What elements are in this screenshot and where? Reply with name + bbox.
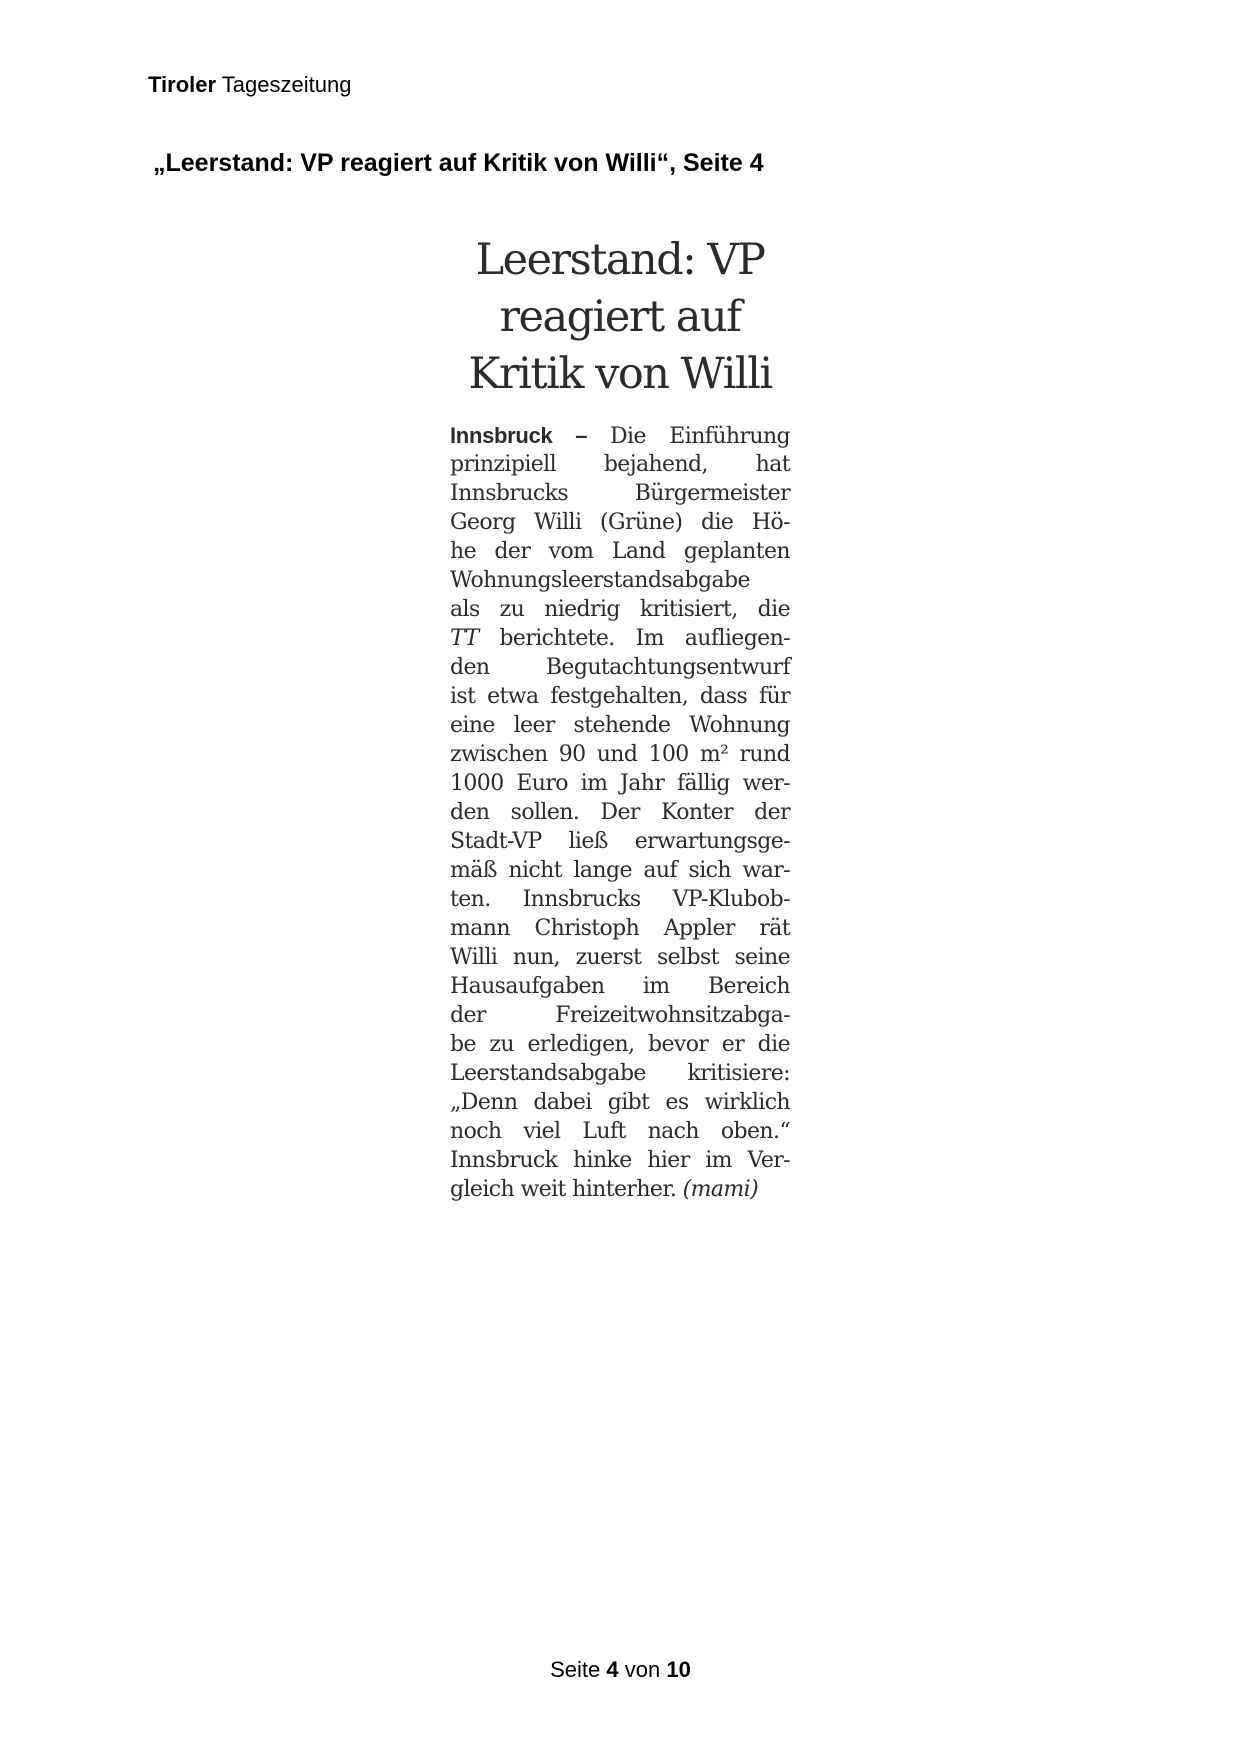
article-line: Hausaufgaben im Bereich bbox=[450, 974, 790, 999]
article-line: den Begutachtungsentwurf bbox=[450, 655, 790, 680]
article-line: TT berichtete. Im aufliegen- bbox=[450, 626, 790, 651]
newspaper-clipping bbox=[450, 232, 790, 1204]
article-line: prinzipiell bejahend, hat bbox=[450, 452, 790, 477]
footer-page-word: Seite bbox=[550, 1657, 601, 1682]
author-tag: (mami) bbox=[682, 1177, 759, 1202]
publication-name-regular: Tageszeitung bbox=[221, 72, 352, 97]
article-line: als zu niedrig kritisiert, die bbox=[450, 597, 790, 622]
article-headline bbox=[450, 232, 790, 403]
article-line: Georg Willi (Grüne) die Hö- bbox=[450, 510, 790, 535]
first-line-text: Die Einführung bbox=[610, 424, 790, 449]
article-line: Willi nun, zuerst selbst seine bbox=[450, 945, 790, 970]
article-line: noch viel Luft nach oben.“ bbox=[450, 1119, 790, 1144]
publication-name-bold: Tiroler bbox=[148, 72, 217, 97]
tt-abbreviation: TT bbox=[450, 626, 479, 651]
article-line: mann Christoph Appler rät bbox=[450, 916, 790, 941]
page-footer bbox=[0, 1657, 1241, 1683]
article-line: Innsbrucks Bürgermeister bbox=[450, 481, 790, 506]
article-line: be zu erledigen, bevor er die bbox=[450, 1032, 790, 1057]
article-first-line bbox=[450, 421, 790, 450]
headline-line: Kritik von Willi bbox=[468, 349, 772, 399]
article-line: mäß nicht lange auf sich war- bbox=[450, 858, 790, 883]
footer-page-current: 4 bbox=[606, 1657, 619, 1682]
article-body-lines bbox=[450, 450, 790, 1175]
article-line: he der vom Land geplanten bbox=[450, 539, 790, 564]
article-line: eine leer stehende Wohnung bbox=[450, 713, 790, 738]
article-line: Leerstandsabgabe kritisiere: bbox=[450, 1061, 790, 1086]
article-line: „Denn dabei gibt es wirklich bbox=[450, 1090, 790, 1115]
article-line: zwischen 90 und 100 m² rund bbox=[450, 742, 790, 767]
article-line: den sollen. Der Konter der bbox=[450, 800, 790, 825]
article-reference-title: „Leerstand: VP reagiert auf Kritik von Willi“, Seite 4 bbox=[153, 149, 764, 177]
article-line: Innsbruck hinke hier im Ver- bbox=[450, 1148, 790, 1173]
footer-of-word: von bbox=[624, 1657, 661, 1682]
article-line: Wohnungsleerstandsabgabe bbox=[450, 568, 750, 593]
publication-name bbox=[148, 72, 351, 98]
article-line: ist etwa festgehalten, dass für bbox=[450, 684, 790, 709]
article-dateline: Innsbruck bbox=[450, 423, 553, 448]
dateline-separator: – bbox=[552, 423, 611, 448]
last-line-text: gleich weit hinterher. bbox=[450, 1177, 677, 1202]
article-line: der Freizeitwohnsitzabga- bbox=[450, 1003, 790, 1028]
article-body bbox=[450, 421, 790, 1204]
article-line: 1000 Euro im Jahr fällig wer- bbox=[450, 771, 790, 796]
headline-line: Leerstand: VP bbox=[475, 235, 765, 285]
article-last-line bbox=[450, 1175, 790, 1204]
headline-line: reagiert auf bbox=[499, 292, 741, 342]
article-line: Stadt-VP ließ erwartungsge- bbox=[450, 829, 790, 854]
article-line: ten. Innsbrucks VP-Klubob- bbox=[450, 887, 790, 912]
footer-page-total: 10 bbox=[666, 1657, 691, 1682]
